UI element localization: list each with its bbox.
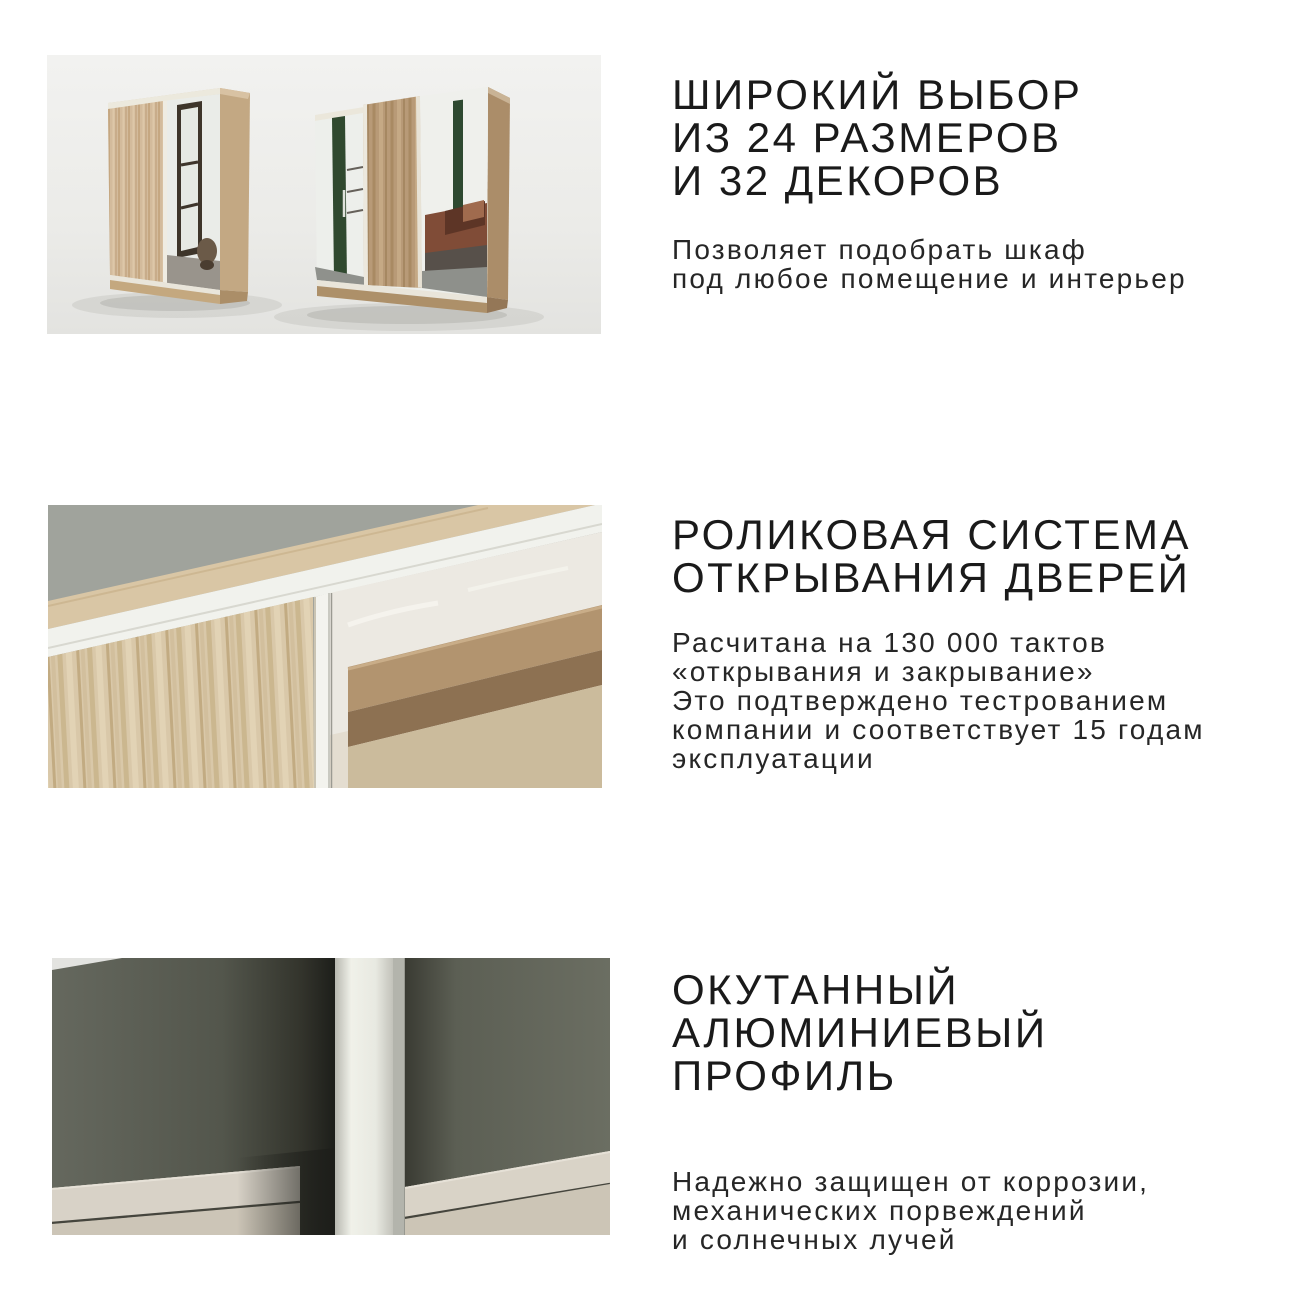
left-panel xyxy=(52,958,335,1235)
title-line: АЛЮМИНИЕВЫЙ xyxy=(672,1009,1048,1056)
body-line: Позволяет подобрать шкаф xyxy=(672,234,1088,265)
body-line: компании и соответствует 15 годам xyxy=(672,714,1205,745)
roller-track-illustration xyxy=(48,505,602,788)
feature-body-wide-choice xyxy=(672,235,1187,293)
mirror-reflection-bedroom xyxy=(420,87,488,297)
feature-body-aluminum-profile xyxy=(672,1167,1149,1254)
wardrobe-large xyxy=(315,87,510,313)
feature-title-roller-system xyxy=(672,513,1191,599)
body-line: Надежно защищен от коррозии, xyxy=(672,1166,1150,1197)
door-edge-profile xyxy=(314,593,330,788)
aluminum-profile-photo xyxy=(52,958,610,1235)
title-line: ОТКРЫВАНИЯ ДВЕРЕЙ xyxy=(672,554,1191,601)
wardrobe-small xyxy=(108,88,250,304)
body-line: Расчитана на 130 000 тактов xyxy=(672,627,1107,658)
wardrobes-illustration xyxy=(47,55,601,334)
title-line: РОЛИКОВАЯ СИСТЕМА xyxy=(672,511,1191,558)
title-line: ОКУТАННЫЙ xyxy=(672,966,960,1013)
body-line: Это подтверждено тестрованием xyxy=(672,685,1169,716)
right-panel xyxy=(405,958,610,1235)
body-line: под любое помещение и интерьер xyxy=(672,263,1187,294)
mirror-reflection-interior xyxy=(315,113,364,285)
title-line: ПРОФИЛЬ xyxy=(672,1052,897,1099)
body-line: «открывания и закрывание» xyxy=(672,656,1095,687)
body-line: эксплуатации xyxy=(672,743,875,774)
title-line: ШИРОКИЙ ВЫБОР xyxy=(672,71,1083,118)
profile-side-strip xyxy=(393,958,405,1235)
roller-track-photo xyxy=(48,505,602,788)
feature-body-roller-system xyxy=(672,628,1205,773)
body-line: механических порвеждений xyxy=(672,1195,1087,1226)
title-line: ИЗ 24 РАЗМЕРОВ xyxy=(672,114,1062,161)
wardrobes-photo xyxy=(47,55,601,334)
body-line: и солнечных лучей xyxy=(672,1224,957,1255)
title-line: И 32 ДЕКОРОВ xyxy=(672,157,1004,204)
aluminum-profile-bar xyxy=(335,958,393,1235)
feature-title-aluminum-profile xyxy=(672,968,1048,1097)
aluminum-profile-illustration xyxy=(52,958,610,1235)
feature-title-wide-choice xyxy=(672,73,1082,202)
